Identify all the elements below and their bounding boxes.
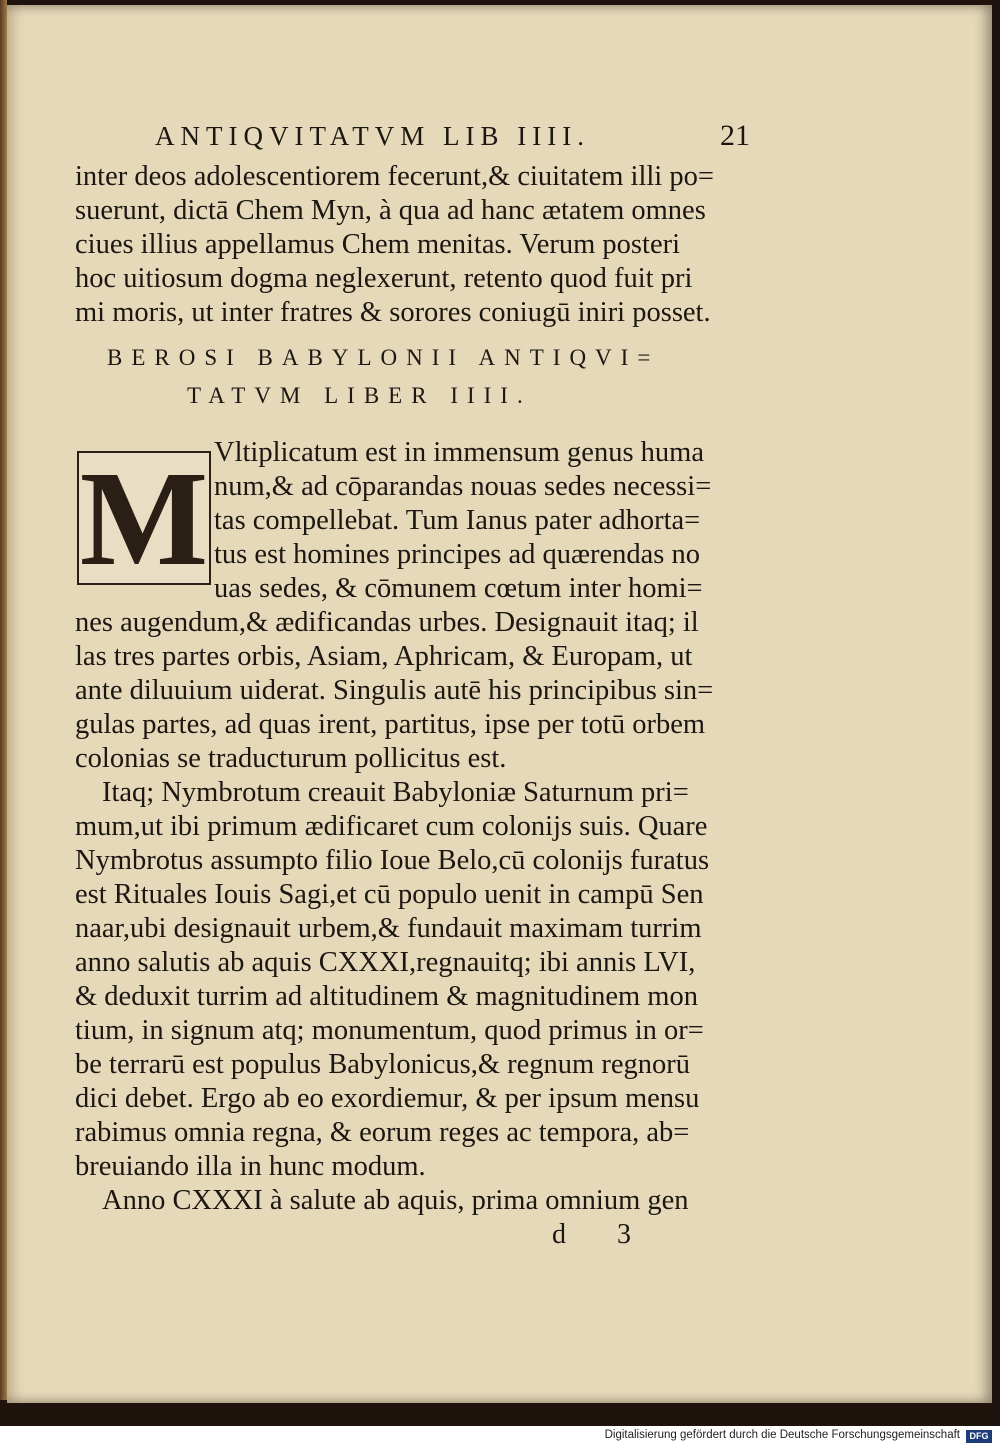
dfg-logo: DFG bbox=[966, 1430, 992, 1443]
text-line: nes augendum,& ædificandas urbes. Designauit itaq; il bbox=[75, 607, 699, 638]
book-page bbox=[7, 5, 992, 1403]
text-line: rabimus omnia regna, & eorum reges ac tempora, ab= bbox=[75, 1117, 690, 1148]
text-line: tas compellebat. Tum Ianus pater adhorta= bbox=[214, 505, 701, 536]
initial-letter: M bbox=[79, 444, 209, 594]
text-line: mum,ut ibi primum ædificaret cum colonijs suis. Quare bbox=[75, 811, 708, 842]
footer-credit: Digitalisierung gefördert durch die Deutsche Forschungsgemeinschaft bbox=[604, 1429, 960, 1441]
text-line: ante diluuium uiderat. Singulis autē his principibus sin= bbox=[75, 675, 714, 706]
text-line: colonias se traducturum pollicitus est. bbox=[75, 743, 507, 774]
book-edge bbox=[0, 0, 7, 1400]
text-line: anno salutis ab aquis CXXXI,regnauitq; ibi annis LVI, bbox=[75, 947, 696, 978]
text-line: Anno CXXXI à salute ab aquis, prima omnium gen bbox=[102, 1185, 689, 1216]
signature-mark: d 3 bbox=[552, 1219, 653, 1250]
text-line: tus est homines principes ad quærendas no bbox=[214, 539, 701, 570]
text-line: suerunt, dictā Chem Myn, à qua ad hanc ætatem omnes bbox=[75, 195, 706, 226]
footer-bar bbox=[0, 1426, 1000, 1448]
text-line: naar,ubi designauit urbem,& fundauit maximam turrim bbox=[75, 913, 702, 944]
text-line: ciues illius appellamus Chem menitas. Verum posteri bbox=[75, 229, 680, 260]
book-title-line-1: BEROSI BABYLONII ANTIQVI= bbox=[107, 345, 660, 370]
book-title-line-2: TATVM LIBER IIII. bbox=[187, 383, 532, 408]
text-line: num,& ad cōparandas nouas sedes necessi= bbox=[214, 471, 712, 502]
running-title: ANTIQVITATVM LIB IIII. bbox=[155, 121, 591, 151]
text-line: inter deos adolescentiorem fecerunt,& ciuitatem illi po= bbox=[75, 161, 714, 192]
text-line: breuiando illa in hunc modum. bbox=[75, 1151, 426, 1182]
text-line: & deduxit turrim ad altitudinem & magnitudinem mon bbox=[75, 981, 698, 1012]
text-line: est Rituales Iouis Sagi,et cū populo uenit in campū Sen bbox=[75, 879, 704, 910]
text-line: dici debet. Ergo ab eo exordiemur, & per ipsum mensu bbox=[75, 1083, 700, 1114]
text-line: las tres partes orbis, Asiam, Aphricam, & Europam, ut bbox=[75, 641, 693, 672]
text-line: uas sedes, & cōmunem cœtum inter homi= bbox=[214, 573, 703, 604]
text-line: Vltiplicatum est in immensum genus huma bbox=[214, 437, 704, 468]
text-line: gulas partes, ad quas irent, partitus, ipse per totū orbem bbox=[75, 709, 706, 740]
text-line: Itaq; Nymbrotum creauit Babyloniæ Saturnum pri= bbox=[102, 777, 689, 808]
text-line: mi moris, ut inter fratres & sorores coniugū iniri posset. bbox=[75, 297, 711, 328]
text-line: Nymbrotus assumpto filio Ioue Belo,cū colonijs furatus bbox=[75, 845, 710, 876]
text-line: hoc uitiosum dogma neglexerunt, retento quod fuit pri bbox=[75, 263, 693, 294]
page-number: 21 bbox=[720, 119, 750, 152]
text-line: be terrarū est populus Babylonicus,& regnum regnorū bbox=[75, 1049, 690, 1080]
decorated-initial bbox=[77, 444, 211, 594]
text-line: tium, in signum atq; monumentum, quod primus in or= bbox=[75, 1015, 704, 1046]
